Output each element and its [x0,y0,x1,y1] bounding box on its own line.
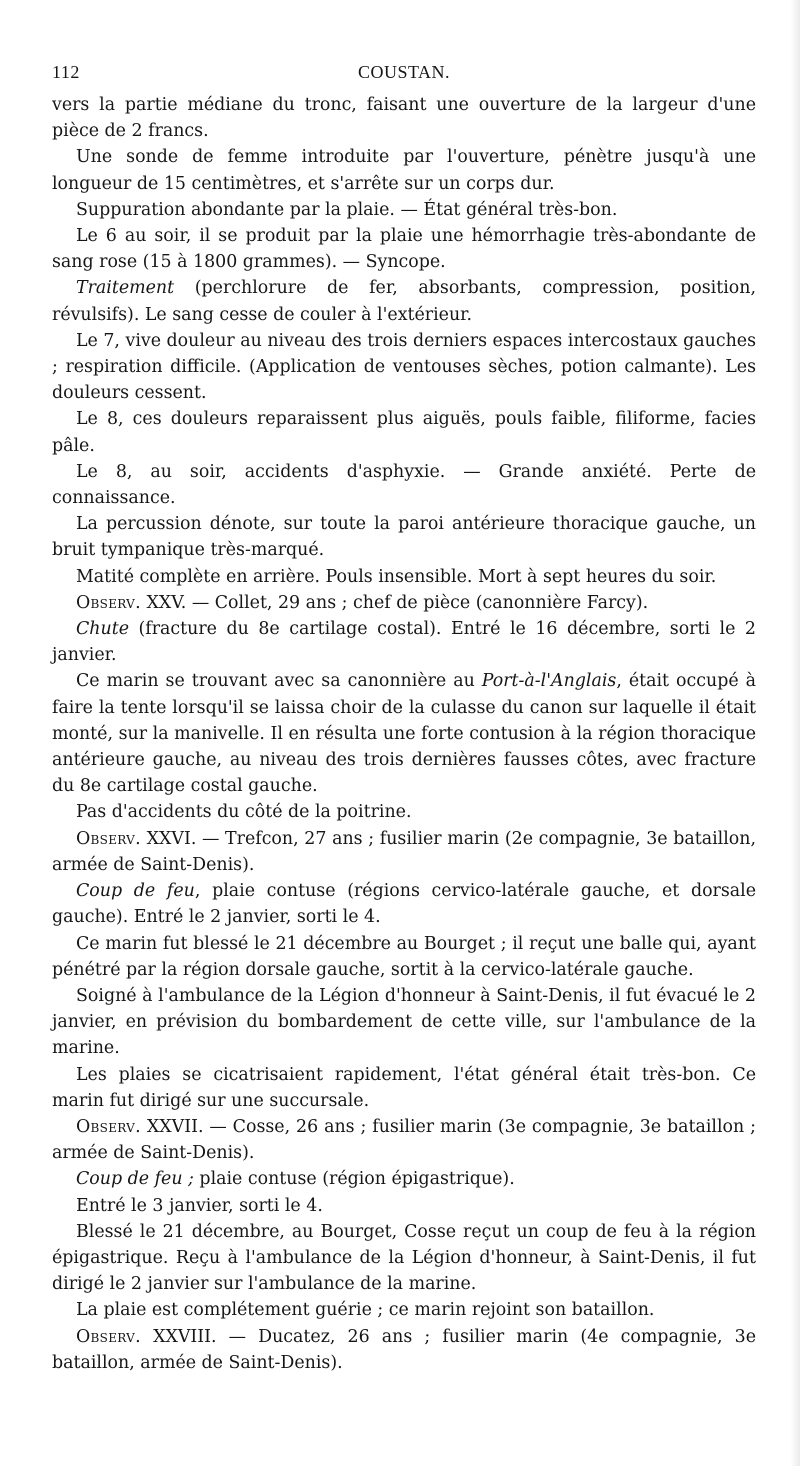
paragraph [52,878,756,930]
paragraph-text: (perchlorure de fer, absorbants, compression, position, révulsifs). Le sang cesse de couler à l'extérieur. [52,278,756,325]
italic-term: Coup de feu ; [76,1169,194,1190]
observation-label: Observ. [76,592,141,613]
observation-heading [52,1324,756,1376]
italic-place: Port-à-l'Anglais [481,671,617,692]
observation-text: XXVIII. — Ducatez, 26 ans ; fusilier marin (4e compagnie, 3e bataillon, armée de Saint-Denis). [52,1326,756,1373]
paragraph-text: (fracture du 8e cartilage costal). Entré le 16 décembre, sorti le 2 janvier. [52,619,756,666]
observation-text: XXVII. — Cosse, 26 ans ; fusilier marin (3e compagnie, 3e bataillon ; armée de Saint-Denis). [52,1116,756,1164]
observation-text: XXVI. — Trefcon, 27 ans ; fusilier marin (2e compagnie, 3e bataillon, armée de Saint-Denis). [52,828,756,875]
observation-heading [52,590,756,616]
italic-term: Traitement [76,278,175,299]
paragraph-text: , plaie contuse (régions cervico-latérale gauche, et dorsale gauche). Entré le 2 janvier, sorti le 4. [52,881,757,928]
paragraph: Matité complète en arrière. Pouls insensible. Mort à sept heures du soir. [76,566,717,587]
observation-text: XXV. — Collet, 29 ans ; chef de pièce (canonnière Farcy). [140,592,649,613]
observation-label: Observ. [76,1326,141,1347]
paragraph: Soigné à l'ambulance de la Légion d'honneur à Saint-Denis, il fut évacué le 2 janvier, en prévision du bombardement de cette ville, sur l'ambulance de la marine. [52,985,756,1059]
paragraph: vers la partie médiane du tronc, faisant une ouverture de la largeur d'une pièce de 2 francs. [52,95,756,142]
page-header [52,58,756,92]
page-number: 112 [52,62,80,82]
paragraph: Le 8, ces douleurs reparaissent plus aiguës, pouls faible, filiforme, facies pâle. [52,409,756,456]
running-title: COUSTAN. [357,62,451,82]
italic-term: Chute [76,619,129,640]
paragraph: Le 7, vive douleur au niveau des trois derniers espaces intercostaux gauches ; respiration difficile. (Application de ventouses sèches, potion calmante). Les douleurs cessent. [52,330,756,404]
paragraph [52,275,756,327]
paragraph: La plaie est complétement guérie ; ce marin rejoint son bataillon. [76,1300,655,1321]
paragraph: Suppuration abondante par la plaie. — État général très-bon. [76,199,618,220]
paragraph: Une sonde de femme introduite par l'ouverture, pénètre jusqu'à une longueur de 15 centimètres, et s'arrête sur un corps dur. [52,147,756,194]
paragraph: La percussion dénote, sur toute la paroi antérieure thoracique gauche, un bruit tympanique très-marqué. [52,514,756,561]
observation-heading [52,826,756,878]
paragraph-text: , était occupé à faire la tente lorsqu'il se laissa choir de la culasse du canon sur laquelle il était monté, sur la manivelle. Il en résulta une forte contusion à la région thoracique antérieure gauche, au niveau des trois dernières fausses côtes, avec fracture du 8e cartilage costal gauche. [52,671,756,797]
paragraph: Entré le 3 janvier, sorti le 4. [76,1195,323,1216]
paragraph-text: Ce marin se trouvant avec sa canonnière au [76,671,482,692]
paragraph: Les plaies se cicatrisaient rapidement, l'état général était très-bon. Ce marin fut dirigé sur une succursale. [52,1064,756,1111]
observation-label: Observ. [76,1116,141,1137]
italic-term: Coup de feu [76,881,195,902]
observation-heading [52,1114,756,1166]
paragraph-text: plaie contuse (région épigastrique). [193,1169,515,1190]
paragraph: Pas d'accidents du côté de la poitrine. [76,802,412,823]
paragraph: Le 6 au soir, il se produit par la plaie une hémorrhagie très-abondante de sang rose (15 à 1800 grammes). — Syncope. [52,226,756,273]
paragraph [52,616,756,668]
paragraph [52,1166,756,1192]
paragraph: Ce marin fut blessé le 21 décembre au Bourget ; il reçut une balle qui, ayant pénétré par la région dorsale gauche, sortit à la cervico-latérale gauche. [52,933,756,980]
page-body [52,92,756,1376]
paragraph: Le 8, au soir, accidents d'asphyxie. — Grande anxiété. Perte de connaissance. [52,461,756,509]
observation-label: Observ. [76,828,141,849]
paragraph: Blessé le 21 décembre, au Bourget, Cosse reçut un coup de feu à la région épigastrique. Reçu à l'ambulance de la Légion d'honneur, à Saint-Denis, il fut dirigé le 2 janvier sur l'ambulance de la marine. [52,1221,756,1295]
paragraph [52,668,756,799]
